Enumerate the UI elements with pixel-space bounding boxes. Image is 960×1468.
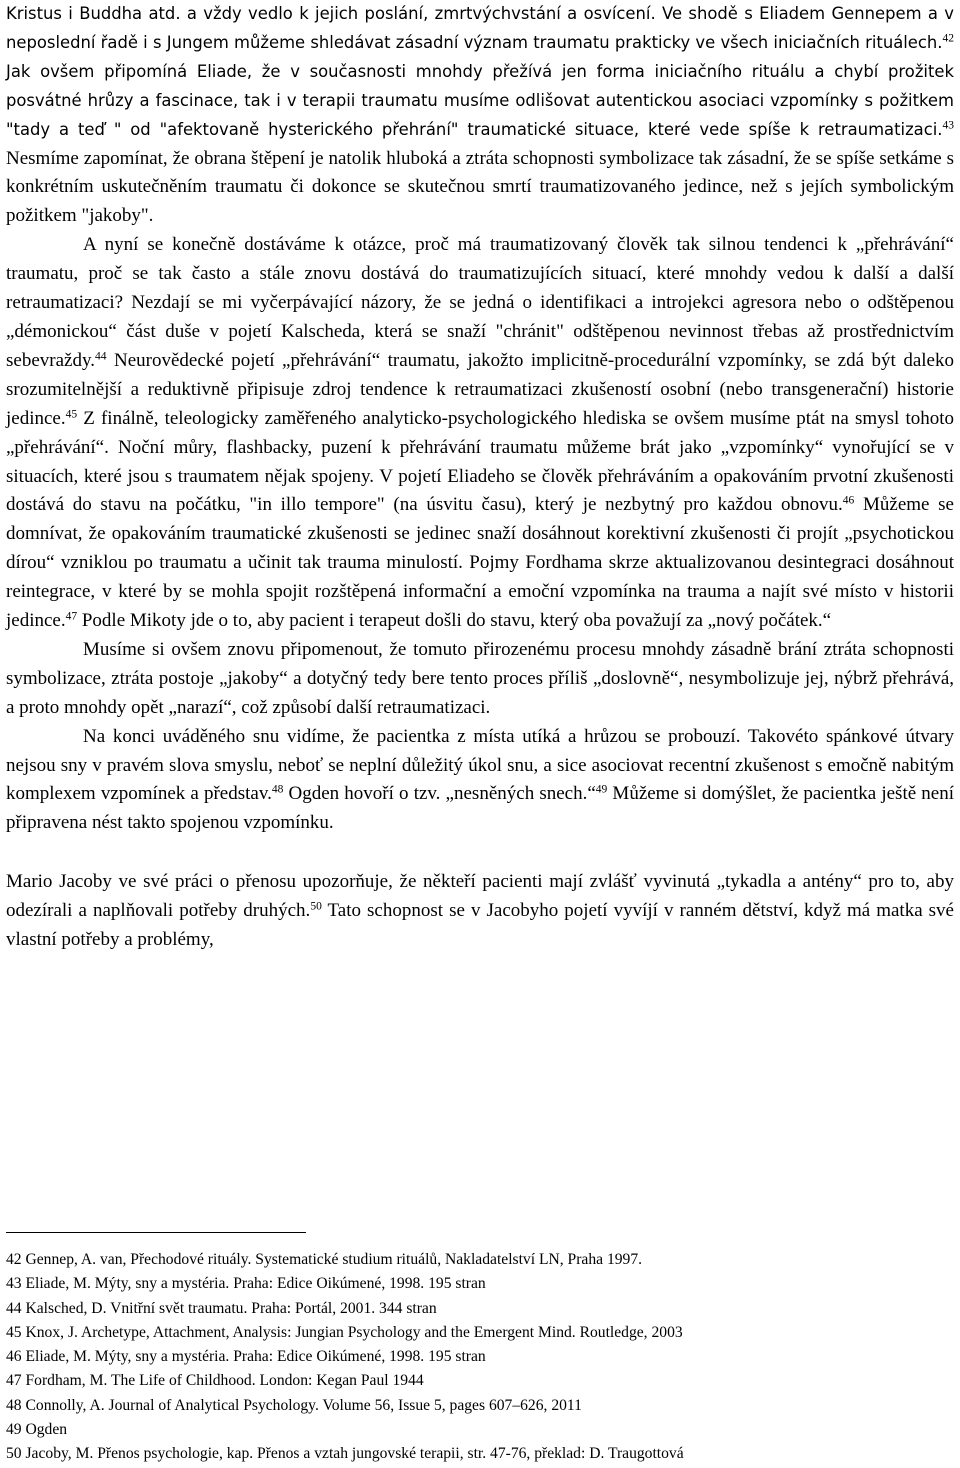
text-run: Mario Jacoby ve své práci o přenosu upozorňuje, že někteří pacienti mají zvlášť vyvinutá „tykadla a antény“ pro to, aby odezírali a naplňovali potřeby druhých. bbox=[6, 871, 954, 922]
footnote: 49 Ogden bbox=[6, 1421, 68, 1439]
text-run: Nesmíme zapomínat, že obrana štěpení je natolik hluboká a ztráta schopnosti symbolizace tak zásadní, že se spíše setkáme s konkrétním uskutečněním traumatu či dokonce se skutečnou smrtí traumatizovaného jedince, než s jejích symbolickým požitkem "jakoby". bbox=[6, 147, 954, 227]
paragraph bbox=[6, 0, 954, 231]
footnote-reference: 48 bbox=[271, 784, 284, 797]
footnote: 43 Eliade, M. Mýty, sny a mystéria. Praha: Edice Oikúmené, 1998. 195 stran bbox=[6, 1275, 486, 1293]
footnote: 47 Fordham, M. The Life of Childhood. London: Kegan Paul 1944 bbox=[6, 1372, 424, 1390]
footnote: 48 Connolly, A. Journal of Analytical Psychology. Volume 56, Issue 5, pages 607–626, 2011 bbox=[6, 1396, 582, 1414]
footnote-reference: 50 bbox=[310, 900, 322, 913]
footnote: 44 Kalsched, D. Vnitřní svět traumatu. Praha: Portál, 2001. 344 stran bbox=[6, 1299, 437, 1317]
footnote-reference: 42 bbox=[942, 32, 954, 45]
document-page bbox=[6, 0, 955, 1463]
paragraph bbox=[6, 868, 954, 955]
text-run: Můžeme se domnívat, že opakováním traumatické zkušenosti se jedinec snaží dosáhnout korektivní zkušenosti či projít „psychotickou dírou“ vzniklou po traumatu a učinit tak trauma minulostí. Pojmy Fordhama skrze aktualizovanou desintegraci dosáhnout reintegrace, v které by se mohla spojit rozštěpená informační a emoční vzpomínka na trauma a najít své místo v historii jedince. bbox=[6, 494, 954, 632]
text-run: A nyní se konečně dostáváme k otázce, proč má traumatizovaný člověk tak silnou tendenci k „přehrávání“ traumatu, proč se tak často a stále znovu dostává do traumatizujících situací, které mnohdy vedou k další a další retraumatizaci? Nezdají se mi vyčerpávající názory, že se jedná o identifikaci a introjekci agresora nebo o odštěpenou „démonickou“ část duše v pojetí Kalscheda, která se snaží "chránit" odštěpenou nevinnost třebas až prostřednictvím sebevraždy. bbox=[6, 234, 954, 371]
footnote: 42 Gennep, A. van, Přechodové rituály. Systematické studium rituálů, Nakladatelství LN, Praha 1997. bbox=[6, 1251, 643, 1268]
text-run: Ogden hovoří o tzv. „nesněných snech.“ bbox=[283, 783, 596, 805]
footnote-reference: 44 bbox=[94, 350, 107, 363]
footnotes bbox=[6, 1248, 954, 1467]
footnote-reference: 43 bbox=[942, 119, 954, 132]
text-run: Kristus i Buddha atd. a vždy vedlo k jejich poslání, zmrtvýchvstání a osvícení. bbox=[6, 4, 663, 23]
text-run: Jak ovšem připomíná Eliade, že v současnosti mnohdy přežívá jen forma iniciačního rituálu a chybí prožitek posvátné hrůzy a fascinace, tak i v terapii traumatu musíme odlišovat autentickou asociaci vzpomínky s požitkem "tady a teď " od "afektovaně hysterického přehrání" traumatické situace, které vede spíše k retraumatizaci. bbox=[6, 61, 954, 139]
text-run: Tato schopnost se v Jacobyho pojetí vyvíjí v ranném dětství, když má matka své vlastní potřeby a problémy, bbox=[6, 900, 954, 951]
text-run: Na konci uváděného snu vidíme, že pacientka z místa utíká a hrůzou se probouzí. Takovéto spánkové útvary nejsou sny v pravém slova smyslu, neboť se neplní důležitý úkol snu, a sice asociovat recentní zkušenost s emočně nabitým komplexem vzpomínek a představ. bbox=[6, 725, 954, 805]
text-run: Ve shodě s Eliadem Gennepem a v neposlední řadě i s Jungem můžeme shledávat zásadní význam traumatu prakticky ve všech iniciačních rituálech. bbox=[6, 4, 955, 52]
text-run: Neurovědecké pojetí „přehrávání“ traumatu, jakožto implicitně-procedurální vzpomínky, se zdá být daleko srozumitelnější a reduktivně připisuje zdroj tendence k retraumatizaci zkušeností osobní (nebo transgenerační) historie jedince. bbox=[6, 349, 954, 429]
footnote-reference: 46 bbox=[842, 495, 855, 508]
footnote-reference: 47 bbox=[65, 610, 78, 623]
text-run: Z finálně, teleologicky zaměřeného analyticko-psychologického hlediska se ovšem musíme ptát na smysl tohoto „přehrávání“. Noční můry, flashbacky, puzení k přehrávání traumatu můžeme brát jako „vzpomínky“ vynořující se v situacích, které jsou s traumatem nějak spojeny. V pojetí Eliadeho se člověk přehráváním a opakováním prvotní zkušenosti dostává do stavu na počátku, "in illo tempore" (na úsvitu času), který je nezbytný pro každou obnovu. bbox=[6, 407, 954, 516]
footnote: 45 Knox, J. Archetype, Attachment, Analysis: Jungian Psychology and the Emergent Mind. Routledge, 2003 bbox=[6, 1323, 683, 1341]
text-run: Podle Mikoty jde o to, aby pacient i terapeut došli do stavu, který oba považují za „nový počátek.“ bbox=[77, 610, 832, 632]
paragraph bbox=[6, 231, 954, 636]
footnote-reference: 49 bbox=[595, 784, 608, 797]
paragraph bbox=[6, 723, 954, 839]
text-run: Musíme si ovšem znovu připomenout, že tomuto přirozenému procesu mnohdy zásadně brání ztráta schopnosti symbolizace, ztráta postoje „jakoby“ a dotyčný tedy bere tento proces příliš „doslovně“, nesymbolizuje jej, nýbrž přehrává, a proto mnohdy opět „narazí“, což způsobí další retraumatizaci. bbox=[6, 638, 954, 718]
footnote-reference: 45 bbox=[65, 408, 78, 421]
body-text bbox=[6, 0, 954, 955]
footnote: 50 Jacoby, M. Přenos psychologie, kap. Přenos a vztah jungovské terapii, str. 47-76, překlad: D. Traugottová bbox=[6, 1445, 684, 1463]
paragraph bbox=[6, 636, 954, 723]
footnote: 46 Eliade, M. Mýty, sny a mystéria. Praha: Edice Oikúmené, 1998. 195 stran bbox=[6, 1348, 486, 1366]
text-run: Můžeme si domýšlet, že pacientka ještě není připravena nést takto spojenou vzpomínku. bbox=[6, 783, 955, 834]
footnote-separator bbox=[6, 1232, 306, 1233]
